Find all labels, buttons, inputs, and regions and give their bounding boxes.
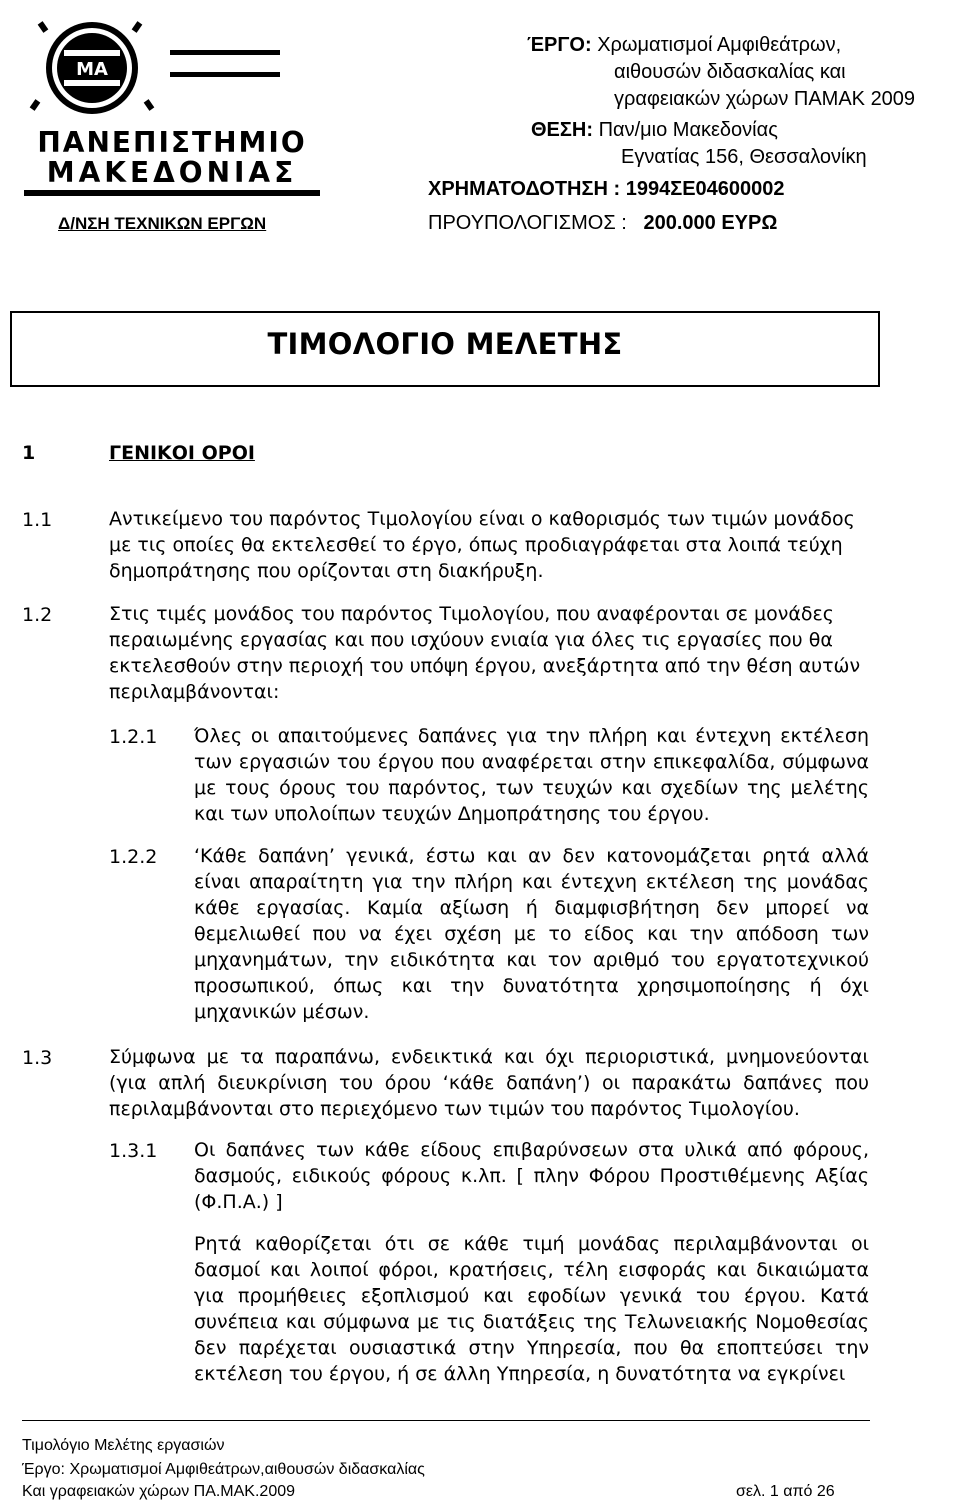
location-value-2: Εγνατίας 156, Θεσσαλονίκη — [621, 146, 867, 168]
item-number-1-2: 1.2 — [22, 604, 53, 626]
svg-text:ΜΑ: ΜΑ — [76, 59, 108, 80]
location-value-1: Παν/μιο Μακεδονίας — [598, 119, 778, 141]
page-number: σελ. 1 από 26 — [736, 1483, 835, 1500]
item-text-1-2-1: Όλες οι απαιτούμενες δαπάνες για την πλήρη και έντεχνη εκτέλεση των εργασιών του έργου που αναφέρεται στην επικεφαλίδα, σύμφωνα με τους όρους του παρόντος, των τευχών και σχεδίων της μελέτης και των υπολοίπων τευχών Δημοπράτησης του έργου. — [194, 725, 869, 825]
location-label: ΘΕΣΗ: — [531, 119, 594, 141]
budget-label: ΠΡΟΥΠΟΛΟΓΙΣΜΟΣ : — [428, 212, 627, 234]
item-text-1-3-1: Οι δαπάνες των κάθε είδους επιβαρύνσεων στα υλικά από φόρους, δασμούς, ειδικούς φόρους κ.λπ. [ πλην Φόρου Προστιθέμενης Αξίας (Φ.Π.Α.) ] — [194, 1139, 869, 1213]
university-logo — [22, 20, 322, 198]
svg-text:ΠΑΝΕΠΙΣΤΗΜΙΟ: ΠΑΝΕΠΙΣΤΗΜΙΟ — [37, 126, 307, 159]
footer-line-2: Έργο: Χρωματισμοί Αμφιθεάτρων,αιθουσών διδασκαλίας — [22, 1461, 425, 1478]
footer-line-1: Τιμολόγιο Μελέτης εργασιών — [22, 1437, 225, 1454]
section-number: 1 — [22, 442, 36, 464]
footer-line-3: Και γραφειακών χώρων ΠΑ.ΜΑΚ.2009 — [22, 1483, 296, 1500]
item-number-1-2-1: 1.2.1 — [109, 726, 158, 748]
location-line-1 — [531, 119, 778, 142]
item-number-1-3: 1.3 — [22, 1047, 53, 1069]
budget-value: 200.000 ΕΥΡΩ — [643, 212, 778, 234]
department-name: Δ/ΝΣΗ ΤΕΧΝΙΚΩΝ ΕΡΓΩΝ — [58, 214, 267, 233]
project-label: ΈΡΓΟ: — [527, 34, 592, 56]
item-text-1-3: Σύμφωνα με τα παραπάνω, ενδεικτικά και όχι περιοριστικά, μνημονεύονται (για απλή διευκρίνιση του όρου ‘κάθε δαπάνη’) οι παρακάτω δαπάνες που περιλαμβάνονται στο περιεχόμενο των τιμών του παρόντος Τιμολογίου. — [109, 1046, 869, 1120]
svg-text:ΜΑΚΕΔΟΝΙΑΣ: ΜΑΚΕΔΟΝΙΑΣ — [46, 156, 298, 189]
project-title-2: αιθουσών διδασκαλίας και — [614, 61, 846, 83]
budget — [428, 212, 777, 235]
document-title: ΤΙΜΟΛΟΓΙΟ ΜΕΛΕΤΗΣ — [267, 327, 623, 361]
section-title: ΓΕΝΙΚΟΙ ΟΡΟΙ — [109, 442, 255, 464]
footer-divider — [22, 1420, 870, 1421]
item-number-1-1: 1.1 — [22, 509, 53, 531]
project-title-1: Χρωματισμοί Αμφιθεάτρων, — [597, 34, 842, 56]
item-number-1-3-1: 1.3.1 — [109, 1140, 158, 1162]
project-title-3: γραφειακών χώρων ΠΑΜΑΚ 2009 — [614, 88, 916, 110]
item-text-1-1: Αντικείμενο του παρόντος Τιμολογίου είναι ο καθορισμός των τιμών μονάδος με τις οποίες θα εκτελεσθεί το έργο, όπως προδιαγράφεται στα λοιπά τεύχη δημοπράτησης που ορίζονται στη διακήρυξη. — [109, 508, 855, 582]
item-text-1-2: Στις τιμές μονάδος του παρόντος Τιμολογίου, που αναφέρονται σε μονάδες περαιωμένης εργασίας και που ισχύουν ενιαία για όλες τις εργασίες που θα εκτελεσθούν στην περιοχή του υπόψη έργου, ανεξάρτητα από την θέση αυτών περιλαμβάνονται: — [109, 603, 861, 703]
item-text-1-2-2: ‘Κάθε δαπάνη’ γενικά, έστω και αν δεν κατονομάζεται ρητά αλλά είναι απαραίτητη για την πλήρη και έντεχνη εκτέλεση της μονάδας κάθε εργασίας. Καμία αξίωση ή διαμφισβήτηση δεν μπορεί να θεμελιωθεί που να έχει σχέση με το είδος και την απόδοση των μηχανημάτων, την ειδικότητα και τον αριθμό του εργατοτεχνικού προσωπικού, όπως και την δυνατότητα χρησιμοποίησης ή όχι μηχανικών μέσων. — [194, 845, 869, 1023]
item-text-1-3-1-continued: Ρητά καθορίζεται ότι σε κάθε τιμή μονάδας περιλαμβάνονται οι δασμοί και λοιποί φόροι, κρατήσεις, τέλη εισφοράς και δικαιώματα για προμήθειες εξοπλισμού και εφοδίων γενικά του έργου. Κατά συνέπεια και σύμφωνα με τις διατάξεις της Τελωνειακής Νομοθεσίας δεν παρέχεται ουσιαστικά στην Υπηρεσία, που θα εποπτεύσει την εκτέλεση του έργου, ή σε άλλη Υπηρεσία, η δυνατότητα να εγκρίνει — [194, 1233, 869, 1385]
funding-code: ΧΡΗΜΑΤΟΔΟΤΗΣΗ : 1994ΣΕ04600002 — [428, 178, 785, 200]
item-number-1-2-2: 1.2.2 — [109, 846, 158, 868]
title-box — [10, 311, 880, 387]
project-line-1 — [527, 34, 841, 57]
